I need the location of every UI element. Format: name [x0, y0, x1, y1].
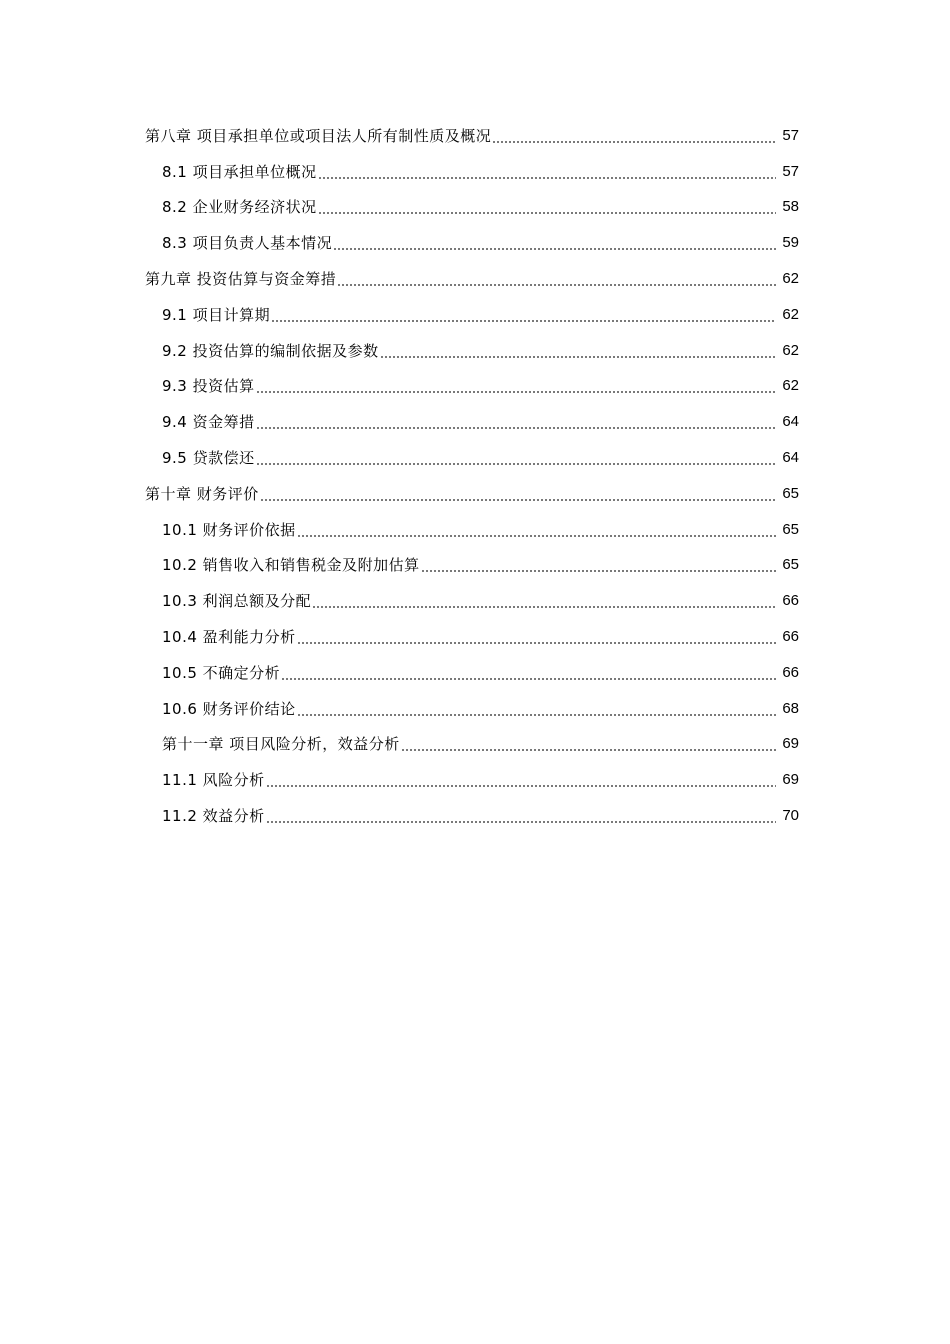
toc-entry[interactable]	[0, 297, 950, 333]
dot-leader	[312, 591, 776, 611]
dot-leader	[256, 448, 776, 468]
dot-leader	[281, 663, 776, 683]
toc-entry-title: 10.1 财务评价依据	[162, 520, 296, 539]
toc-entry-page: 62	[782, 305, 799, 323]
toc-entry-title: 9.2 投资估算的编制依据及参数	[162, 341, 379, 360]
toc-entry-page: 62	[782, 270, 799, 288]
toc-entry[interactable]	[0, 691, 950, 727]
toc-entry-page: 68	[782, 699, 799, 717]
toc-entry-title: 8.3 项目负责人基本情况	[162, 234, 333, 253]
toc-entry-title: 10.6 财务评价结论	[162, 699, 296, 718]
dot-leader	[266, 770, 776, 790]
toc-entry-title: 第九章 投资估算与资金筹措	[145, 270, 337, 289]
toc-entry-title: 11.2 效益分析	[162, 807, 265, 826]
toc-entry[interactable]	[0, 655, 950, 691]
toc-entry-title: 10.3 利润总额及分配	[162, 592, 312, 611]
toc-entry-page: 65	[782, 556, 799, 574]
dot-leader	[297, 520, 776, 540]
toc-entry[interactable]	[0, 225, 950, 261]
toc-entry[interactable]	[0, 619, 950, 655]
toc-entry-title: 10.4 盈利能力分析	[162, 628, 296, 647]
dot-leader	[260, 484, 776, 504]
dot-leader	[333, 233, 776, 253]
dot-leader	[337, 269, 776, 289]
toc-entry[interactable]	[0, 404, 950, 440]
toc-entry-title: 第十章 财务评价	[145, 484, 259, 503]
toc-entry-page: 64	[782, 413, 799, 431]
toc-entry-page: 57	[782, 162, 799, 180]
toc-entry-title: 第八章 项目承担单位或项目法人所有制性质及概况	[145, 126, 492, 145]
toc-entry-page: 69	[782, 771, 799, 789]
toc-entry-page: 66	[782, 628, 799, 646]
toc-entry-page: 65	[782, 484, 799, 502]
toc-entry[interactable]	[0, 512, 950, 548]
toc-entry-page: 59	[782, 234, 799, 252]
toc-entry[interactable]	[0, 798, 950, 834]
toc-entry-page: 64	[782, 449, 799, 467]
dot-leader	[421, 555, 776, 575]
toc-entry-page: 66	[782, 592, 799, 610]
toc-entry-title: 8.2 企业财务经济状况	[162, 198, 317, 217]
toc-entry-title: 9.1 项目计算期	[162, 305, 271, 324]
toc-entry[interactable]	[0, 118, 950, 154]
toc-entry[interactable]	[0, 190, 950, 226]
toc-entry[interactable]	[0, 583, 950, 619]
toc-entry-page: 58	[782, 198, 799, 216]
toc-entry[interactable]	[0, 154, 950, 190]
toc-entry-page: 62	[782, 377, 799, 395]
toc-entry-title: 9.4 资金筹措	[162, 413, 255, 432]
dot-leader	[297, 627, 776, 647]
toc-entry-title: 第十一章 项目风险分析，效益分析	[162, 735, 400, 754]
toc-entry-page: 65	[782, 520, 799, 538]
toc-entry[interactable]	[0, 333, 950, 369]
dot-leader	[256, 376, 776, 396]
table-of-contents	[0, 118, 950, 834]
toc-entry-page: 62	[782, 341, 799, 359]
dot-leader	[271, 305, 776, 325]
toc-entry[interactable]	[0, 548, 950, 584]
toc-entry[interactable]	[0, 440, 950, 476]
dot-leader	[297, 699, 776, 719]
dot-leader	[318, 162, 776, 182]
dot-leader	[380, 341, 776, 361]
toc-entry-page: 66	[782, 663, 799, 681]
toc-entry-title: 10.5 不确定分析	[162, 663, 281, 682]
toc-entry-title: 8.1 项目承担单位概况	[162, 162, 317, 181]
toc-entry[interactable]	[0, 762, 950, 798]
dot-leader	[401, 734, 776, 754]
toc-entry-page: 57	[782, 126, 799, 144]
toc-entry-title: 10.2 销售收入和销售税金及附加估算	[162, 556, 420, 575]
toc-entry-title: 9.5 贷款偿还	[162, 449, 255, 468]
dot-leader	[266, 806, 776, 826]
dot-leader	[256, 412, 776, 432]
toc-entry-page: 70	[782, 807, 799, 825]
toc-entry[interactable]	[0, 369, 950, 405]
toc-entry-page: 69	[782, 735, 799, 753]
toc-entry[interactable]	[0, 727, 950, 763]
toc-entry[interactable]	[0, 261, 950, 297]
dot-leader	[318, 197, 776, 217]
dot-leader	[492, 126, 776, 146]
toc-entry-title: 9.3 投资估算	[162, 377, 255, 396]
toc-entry-title: 11.1 风险分析	[162, 771, 265, 790]
toc-entry[interactable]	[0, 476, 950, 512]
